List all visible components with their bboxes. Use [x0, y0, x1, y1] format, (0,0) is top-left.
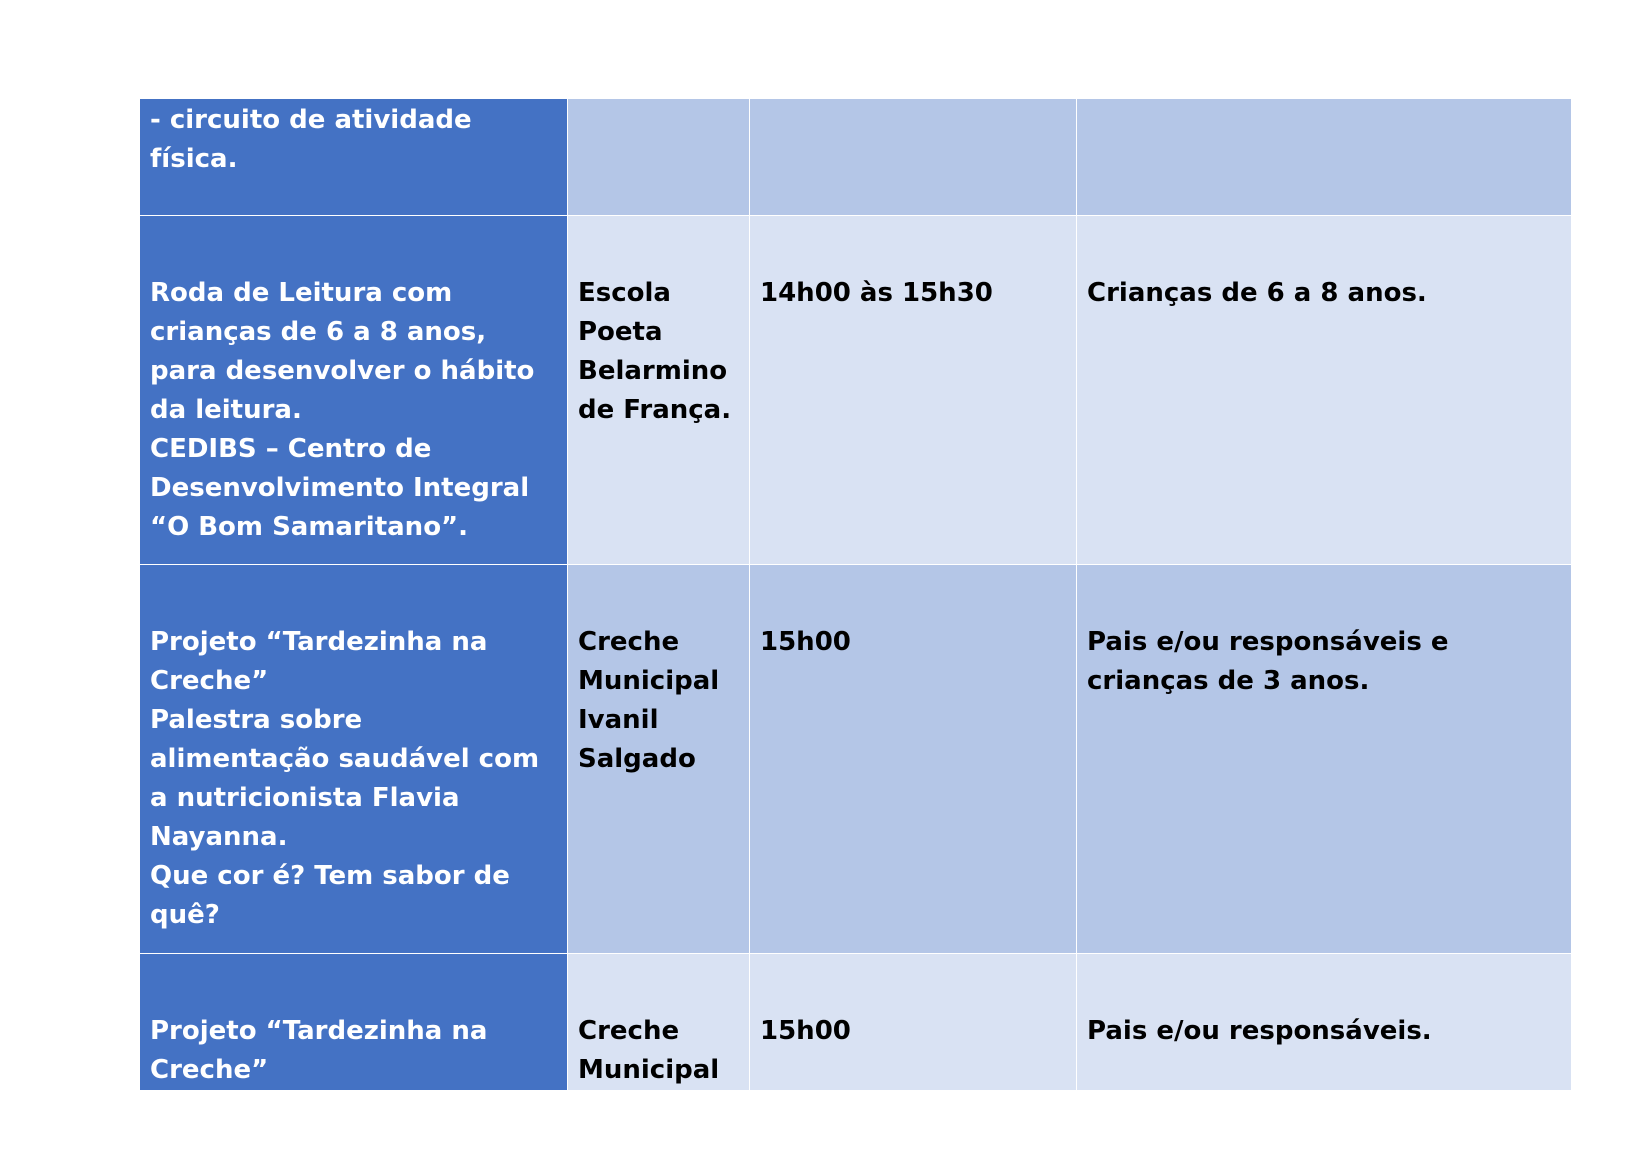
- time-cell: [750, 99, 1077, 216]
- schedule-table: [139, 98, 1572, 1091]
- time-cell: 14h00 às 15h30: [750, 216, 1077, 565]
- time-cell: 15h00: [750, 565, 1077, 954]
- table-row: [140, 954, 1572, 1091]
- audience-cell: Crianças de 6 a 8 anos.: [1077, 216, 1572, 565]
- table-row: [140, 99, 1572, 216]
- location-cell: [568, 99, 750, 216]
- time-cell: 15h00: [750, 954, 1077, 1091]
- audience-cell: [1077, 99, 1572, 216]
- activity-cell: Roda de Leitura com crianças de 6 a 8 anos, para desenvolver o hábito da leitura. CEDIBS – Centro de Desenvolvimento Integral “O Bom Samaritano”.: [140, 216, 568, 565]
- activity-cell: Projeto “Tardezinha na Creche”: [140, 954, 568, 1091]
- location-cell: Creche Municipal: [568, 954, 750, 1091]
- location-cell: Creche Municipal Ivanil Salgado: [568, 565, 750, 954]
- table-row: [140, 565, 1572, 954]
- location-cell: Escola Poeta Belarmino de França.: [568, 216, 750, 565]
- audience-cell: Pais e/ou responsáveis e crianças de 3 anos.: [1077, 565, 1572, 954]
- activity-cell: - circuito de atividade física.: [140, 99, 568, 216]
- table-row: [140, 216, 1572, 565]
- activity-cell: Projeto “Tardezinha na Creche” Palestra sobre alimentação saudável com a nutricionista Flavia Nayanna. Que cor é? Tem sabor de quê?: [140, 565, 568, 954]
- audience-cell: Pais e/ou responsáveis.: [1077, 954, 1572, 1091]
